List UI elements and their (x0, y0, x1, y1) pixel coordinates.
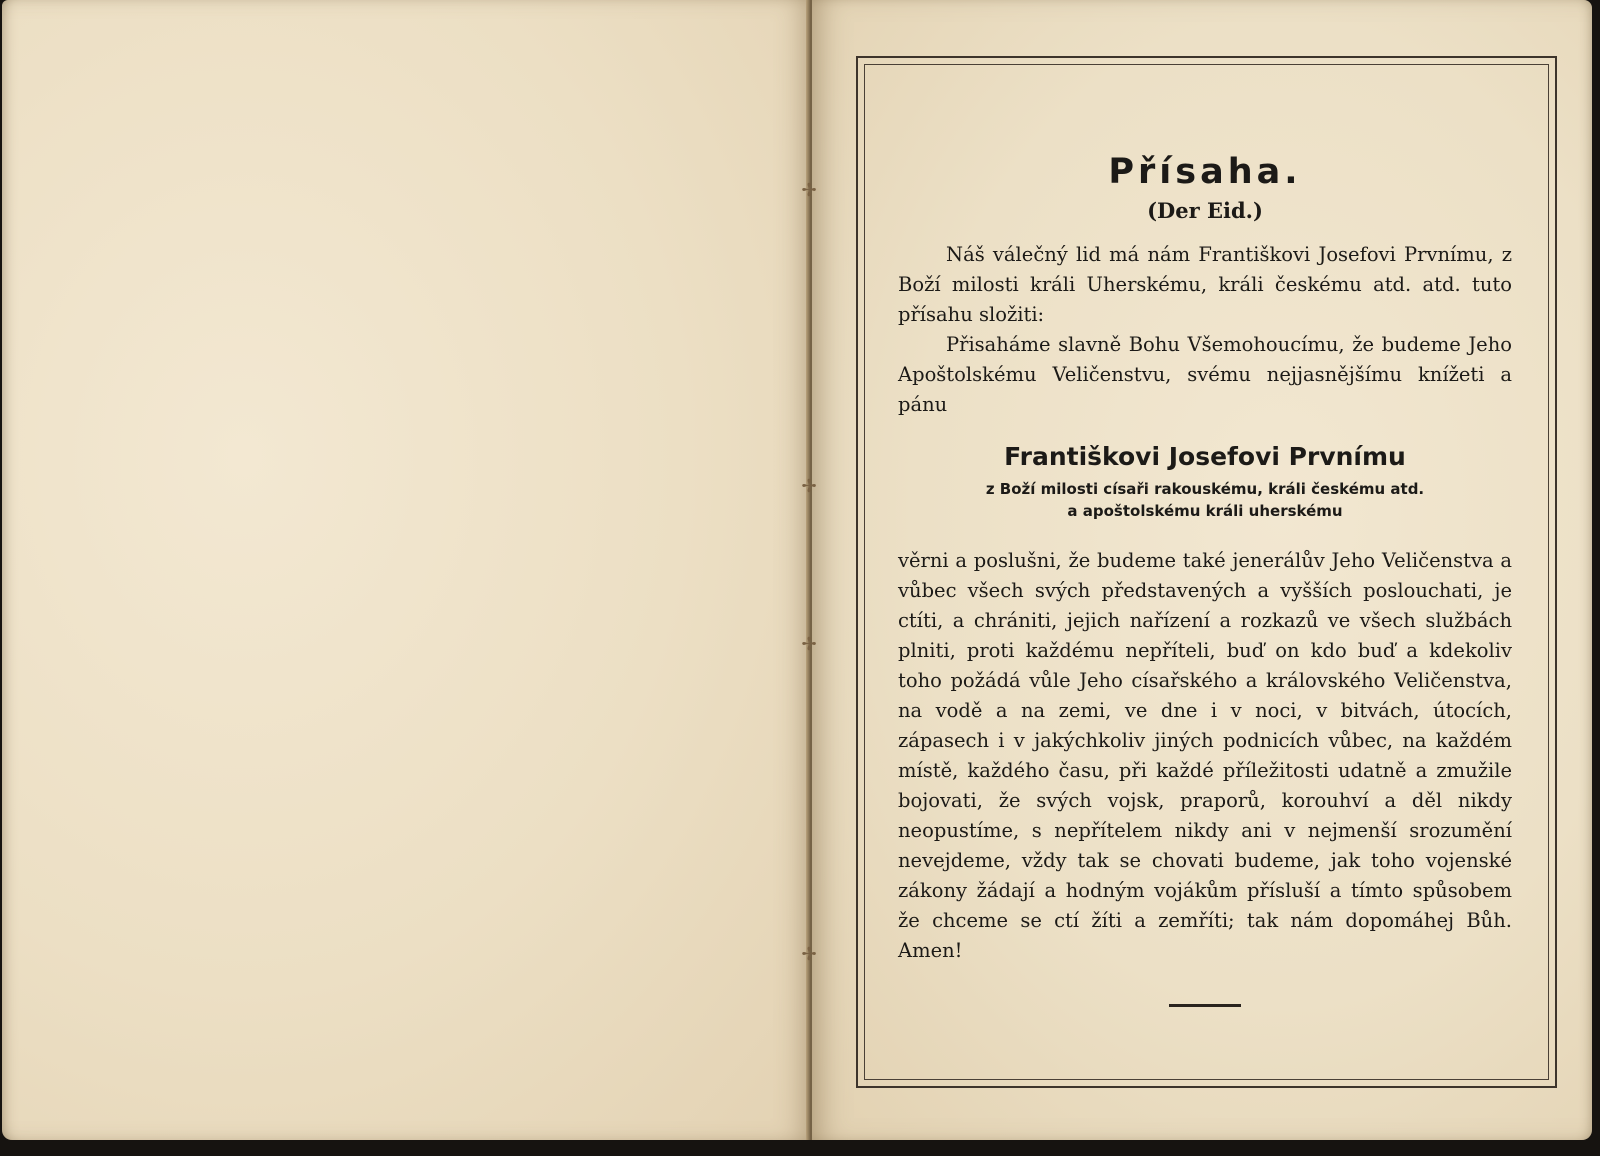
oath-text-block (898, 140, 1512, 1007)
binding-stitch-icon: ✢ (801, 944, 817, 965)
closing-rule (1169, 1004, 1241, 1007)
emperor-title-line-2: a apoštolskému králi uherskému (1067, 502, 1343, 520)
paragraph-intro: Náš válečný lid má nám Františkovi Josefovi Prvnímu, z Boží milosti králi Uherskému, králi českému atd. atd. tuto přísahu složiti: (898, 243, 1512, 326)
page-title: Přísaha. (1108, 152, 1302, 192)
emperor-title-line-1: z Boží milosti císaři rakouskému, králi českému atd. (985, 480, 1425, 498)
paragraph-oath-body: věrni a poslušni, že budeme také jenerálův Jeho Veličenstva a vůbec všech svých představených a vyšších poslouchati, je ctíti, a chrániti, jejich nařízení a rozkazů ve všech službách plniti, proti každému nepříteli, buď on kdo buď a kdekoliv toho požádá vůle Jeho císařského a královského Veličenstva, na vodě a na zemi, ve dne i v noci, v bitvách, útocích, zápasech i v jakýchkoliv jiných podnicích vůbec, na každém místě, každého času, při každé příležitosti udatně a zmužile bojovati, že svých vojsk, praporů, korouhví a děl nikdy neopustíme, s nepřítelem nikdy ani v nejmenší srozumění nevejdeme, vždy tak se chovati budeme, jak toho vojenské zákony žádají a hodným vojákům přísluší a tímto spůsobem že chceme se ctí žíti a zemříti; tak nám dopomáhej Bůh. Amen! (898, 549, 1512, 962)
binding-stitch-icon: ✢ (801, 634, 817, 655)
emperor-name: Františkovi Josefovi Prvnímu (1004, 442, 1406, 471)
binding-stitch-icon: ✢ (801, 180, 817, 201)
binding-stitch-icon: ✢ (801, 476, 817, 497)
left-page-blank (2, 0, 810, 1140)
page-subtitle: (Der Eid.) (1147, 198, 1263, 223)
paragraph-oath-start: Přisaháme slavně Bohu Všemohoucímu, že budeme Jeho Apoštolskému Veličenstvu, svému nejjasnějšímu knížeti a pánu (898, 333, 1512, 416)
